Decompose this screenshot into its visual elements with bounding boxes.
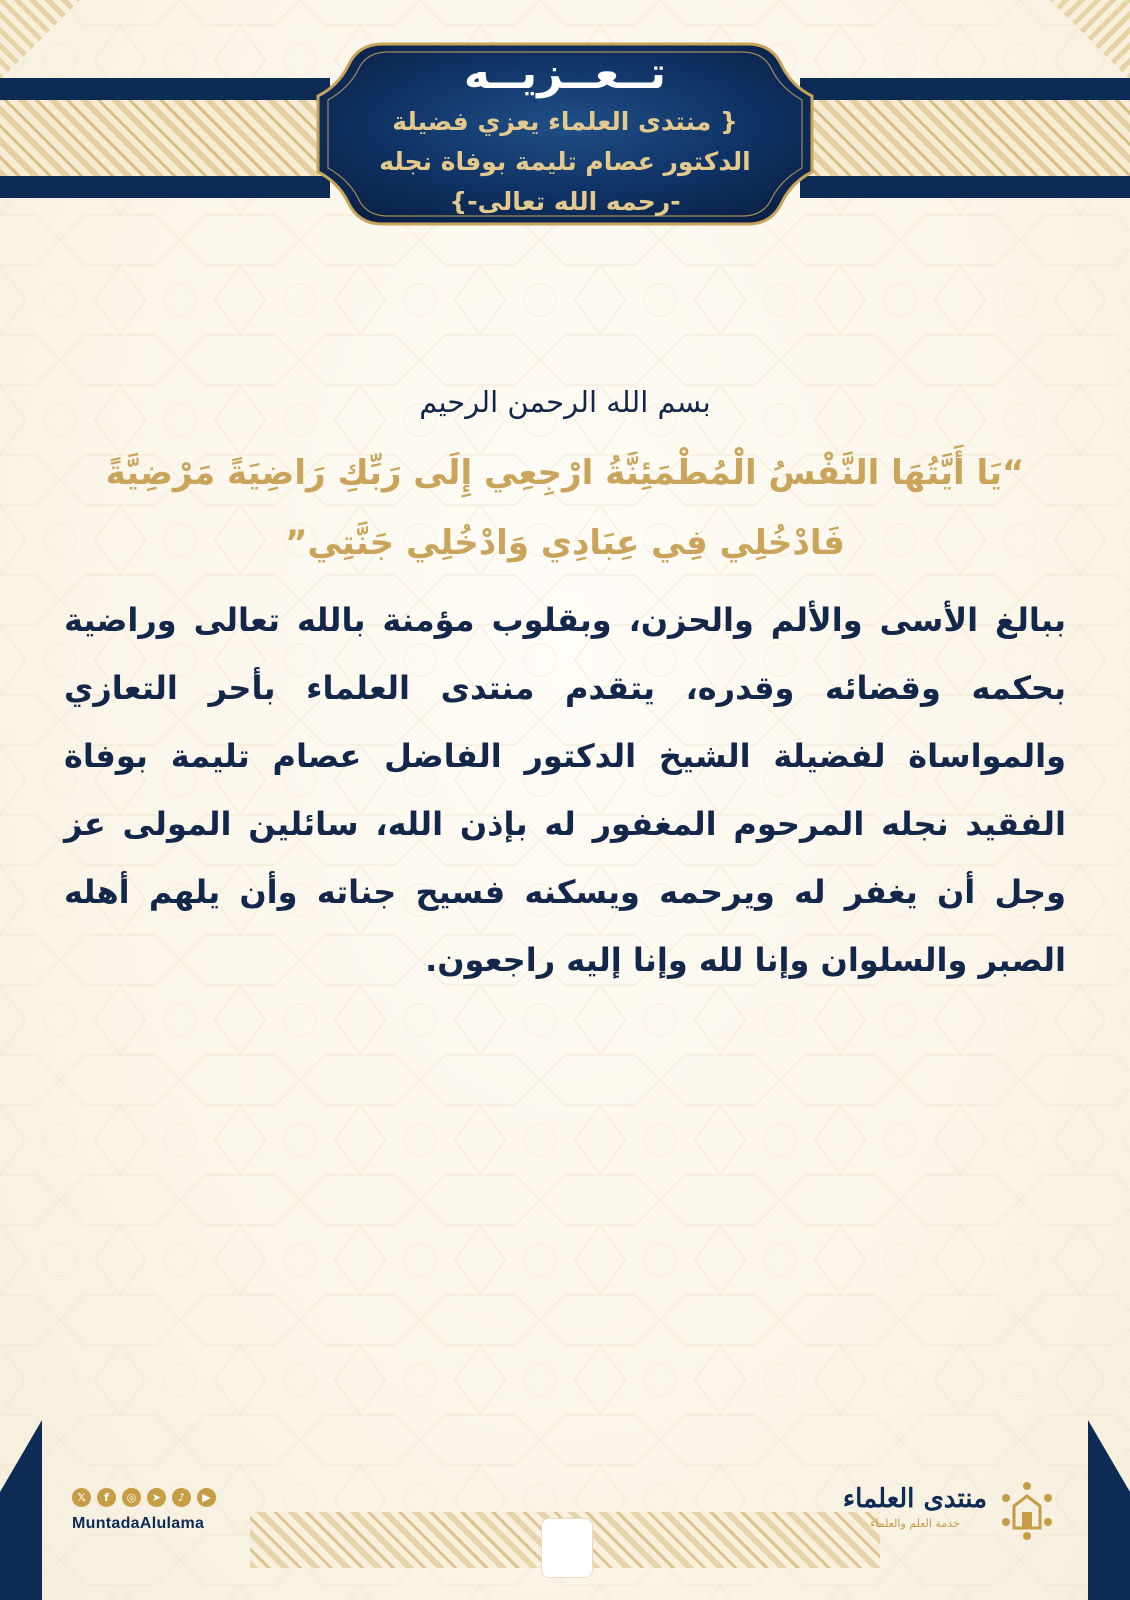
subtitle-line-2: الدكتور عصام تليمة بوفاة نجله (379, 147, 751, 176)
instagram-icon[interactable]: ◎ (122, 1488, 141, 1507)
condolence-paragraph: ببالغ الأسى والألم والحزن، وبقلوب مؤمنة بالله تعالى وراضية بحكمه وقضائه وقدره، يتقدم منتدى العلماء بأحر التعازي والمواساة لفضيلة الشيخ الدكتور الفاضل عصام تليمة بوفاة الفقيد نجله المرحوم المغفور له بإذن الله، سائلين المولى عز وجل أن يغفر له ويرحمه ويسكنه فسيح جناته وأن يلهم أهله الصبر والسلوان وإنا لله وإنا إليه راجعون. (64, 601, 1066, 979)
facebook-icon[interactable]: f (97, 1488, 116, 1507)
subtitle-line-3: -رحمه الله تعالى-} (449, 187, 681, 216)
x-icon[interactable]: 𝕏 (72, 1488, 91, 1507)
logo-tagline: خدمة العلم والعلماء (870, 1517, 960, 1530)
tiktok-icon[interactable]: ♪ (172, 1488, 191, 1507)
logo-emblem-icon (994, 1478, 1060, 1544)
condolence-content (64, 380, 1066, 994)
header-band-right (800, 78, 1130, 198)
organization-logo (840, 1474, 1060, 1554)
quran-verse: “يَا أَيَّتُهَا النَّفْسُ الْمُطْمَئِنَّةُ ارْجِعِي إِلَى رَبِّكِ رَاضِيَةً مَرْضِيَّةً فَادْخُلِي فِي عِبَادِي وَادْخُلِي جَنَّتِي” (105, 453, 1025, 563)
telegram-icon[interactable]: ➤ (147, 1488, 166, 1507)
subtitle-line-1: { منتدى العلماء يعزي فضيلة (392, 107, 738, 136)
youtube-icon[interactable]: ▶ (197, 1488, 216, 1507)
header-band-left (0, 78, 330, 198)
poster-subtitle (352, 102, 778, 222)
logo-name: منتدى العلماء (842, 1484, 988, 1514)
poster-title: تــعــزيــه (463, 48, 667, 99)
basmala: بسم الله الرحمن الرحيم (419, 385, 711, 419)
title-plaque (312, 36, 818, 232)
social-handle: MuntadaAlulama (72, 1515, 205, 1532)
footer-center-box (541, 1518, 593, 1578)
social-links (72, 1488, 242, 1552)
